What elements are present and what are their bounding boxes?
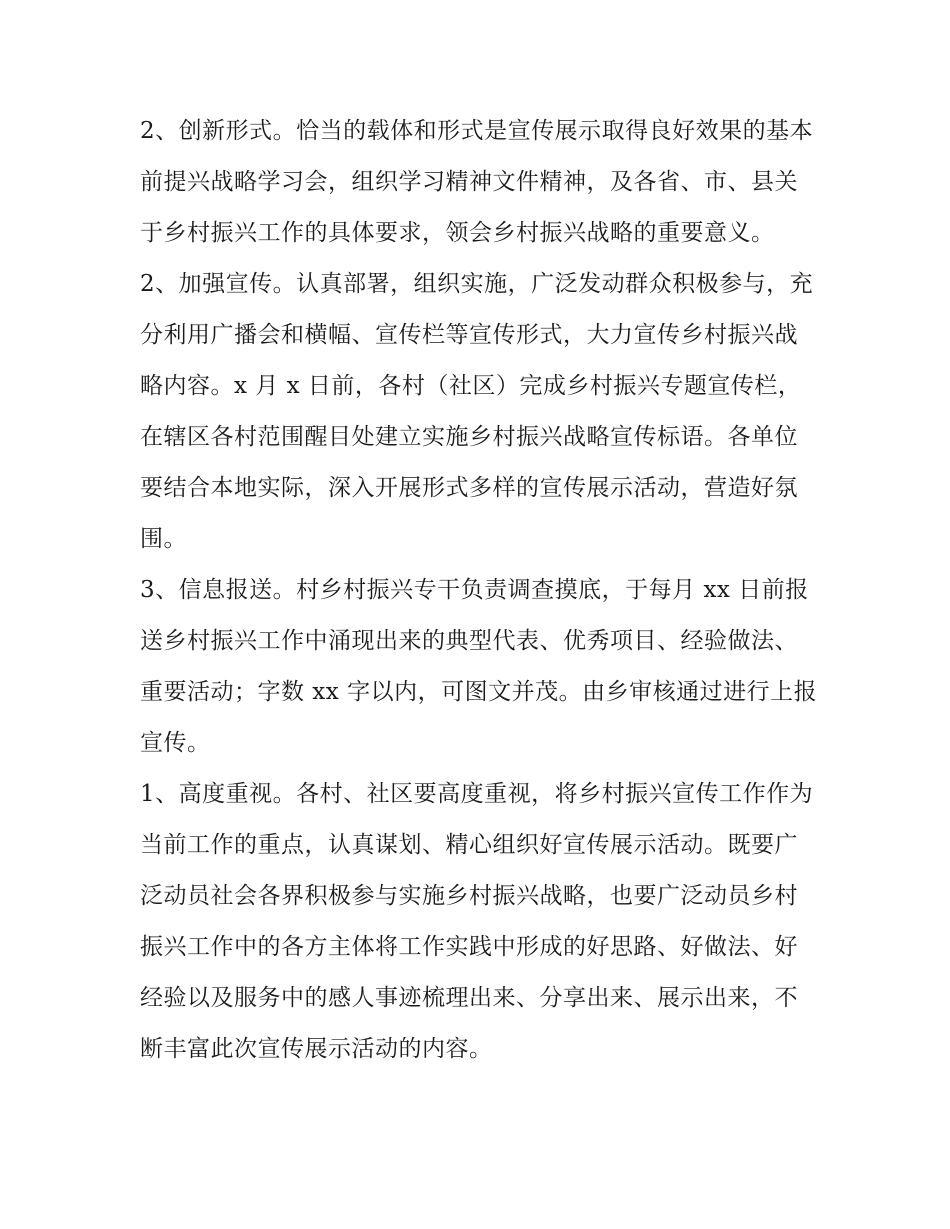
paragraph-strengthen-publicity: 2、加强宣传。认真部署，组织实施，广泛发动群众积极参与，充分利用广播会和横幅、宣传栏等宣传形式，大力宣传乡村振兴战略内容。x 月 x 日前，各村（社区）完成乡村振兴专题宣传栏，在辖区各村范围醒目处建立实施乡村振兴战略宣传标语。各单位要结合本地实际，深入开展形式多样的宣传展示活动，营造好氛围。	[140, 271, 814, 552]
document-body	[140, 106, 820, 1075]
paragraph-innovate-form: 2、创新形式。恰当的载体和形式是宣传展示取得良好效果的基本前提兴战略学习会，组织学习精神文件精神，及各省、市、县关于乡村振兴工作的具体要求，领会乡村振兴战略的重要意义。	[140, 118, 814, 246]
paragraph-high-attention: 1、高度重视。各村、社区要高度重视，将乡村振兴宣传工作作为当前工作的重点，认真谋划、精心组织好宣传展示活动。既要广泛动员社会各界积极参与实施乡村振兴战略，也要广泛动员乡村振兴工作中的各方主体将工作实践中形成的好思路、好做法、好经验以及服务中的感人事迹梳理出来、分享出来、展示出来，不断丰富此次宣传展示活动的内容。	[140, 781, 814, 1062]
paragraph-information-reporting: 3、信息报送。村乡村振兴专干负责调查摸底，于每月 xx 日前报送乡村振兴工作中涌现出来的典型代表、优秀项目、经验做法、重要活动；字数 xx 字以内，可图文并茂。由乡审核通过进行上报宣传。	[140, 577, 818, 756]
